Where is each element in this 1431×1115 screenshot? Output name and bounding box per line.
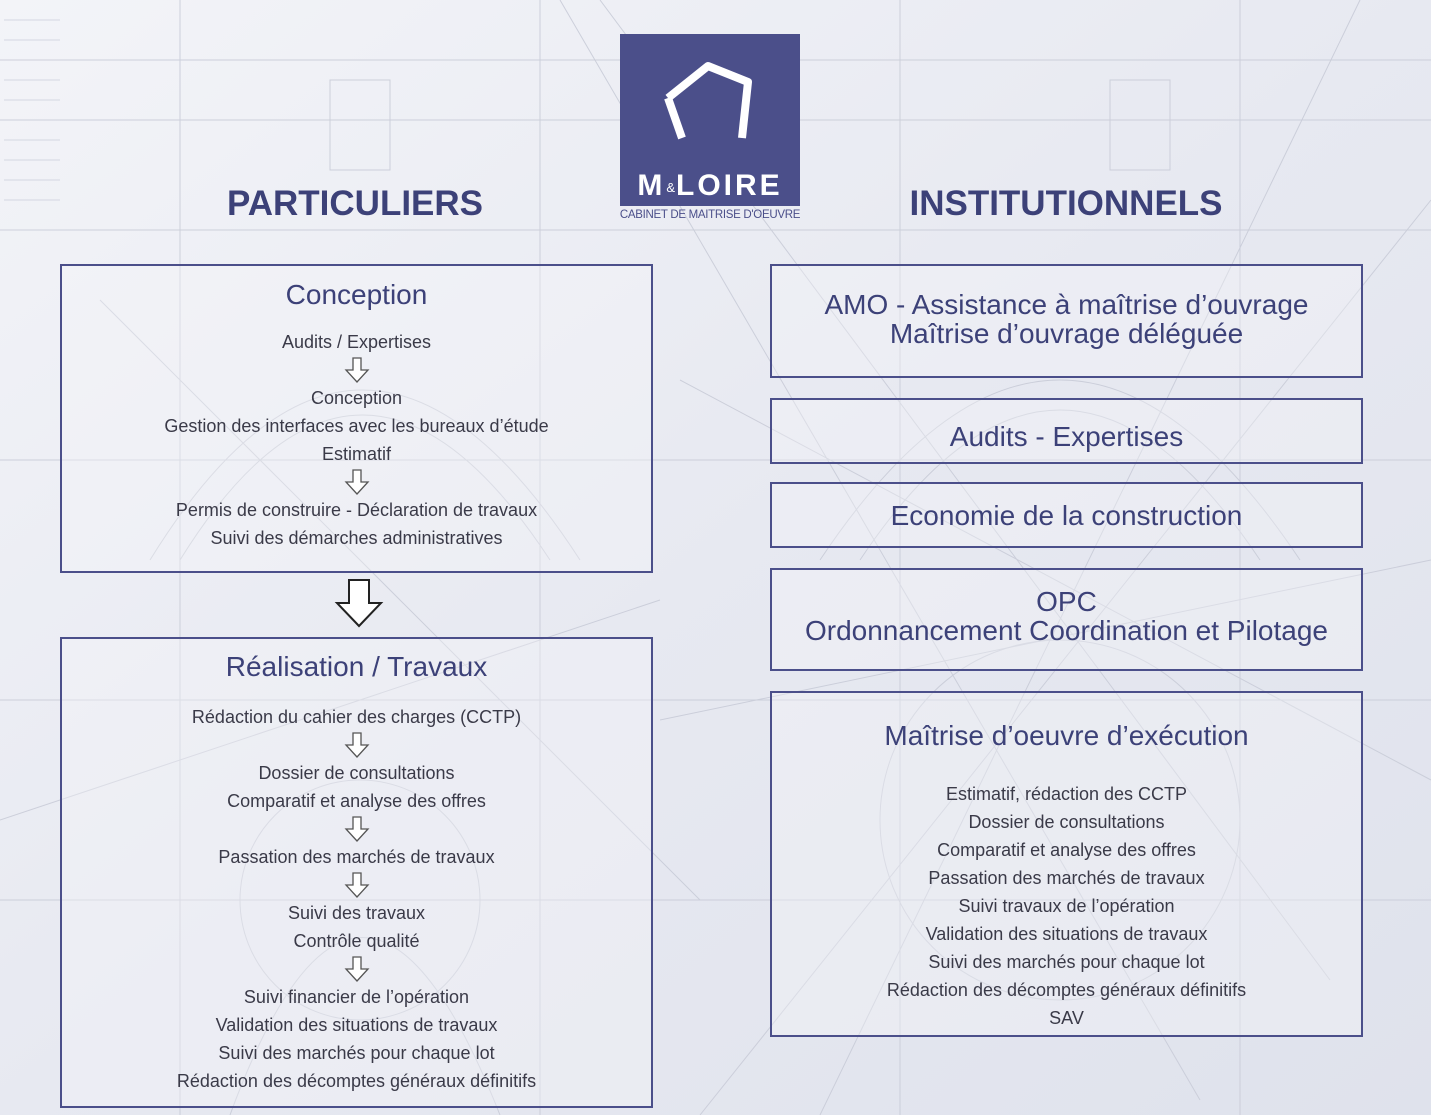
- step-arrow: [62, 871, 651, 899]
- step-item: Suivi financier de l’opération: [243, 987, 470, 1007]
- step-item: Suivi des marchés pour chaque lot: [218, 1043, 495, 1063]
- execution-item: Rédaction des décomptes généraux définitifs: [886, 980, 1247, 1000]
- step-arrow: [62, 356, 651, 384]
- step-item: Gestion des interfaces avec les bureaux d’étude: [164, 416, 549, 436]
- step-item: Audits / Expertises: [281, 332, 432, 352]
- step-arrow: [62, 731, 651, 759]
- realisation-title: Réalisation / Travaux: [225, 651, 488, 682]
- down-arrow-icon: [344, 732, 370, 758]
- logo-ampersand: &: [666, 180, 675, 195]
- execution-title: Maîtrise d’oeuvre d’exécution: [884, 720, 1249, 751]
- economie-title: Economie de la construction: [890, 500, 1243, 531]
- execution-items: [772, 780, 1361, 1032]
- down-arrow-icon: [344, 469, 370, 495]
- step-item: Suivi des démarches administratives: [210, 528, 503, 548]
- down-arrow-icon: [344, 816, 370, 842]
- economie-box: [770, 482, 1363, 548]
- logo-letters-loire: LOIRE: [676, 169, 783, 202]
- execution-item: Comparatif et analyse des offres: [937, 840, 1196, 860]
- big-down-arrow-icon: [333, 577, 385, 629]
- step-arrow: [62, 815, 651, 843]
- step-item: Rédaction des décomptes généraux définitifs: [176, 1071, 537, 1091]
- realisation-steps: [62, 703, 651, 1095]
- amo-line1: AMO - Assistance à maîtrise d’ouvrage: [824, 289, 1309, 320]
- opc-line2: Ordonnancement Coordination et Pilotage: [804, 615, 1328, 646]
- heading-particuliers: PARTICULIERS: [226, 184, 484, 223]
- amo-line2: Maîtrise d’ouvrage déléguée: [889, 318, 1244, 349]
- step-item: Dossier de consultations: [258, 763, 455, 783]
- execution-item: Estimatif, rédaction des CCTP: [945, 784, 1188, 804]
- audits-title: Audits - Expertises: [949, 421, 1184, 452]
- opc-line1: OPC: [1036, 586, 1097, 617]
- execution-box: [770, 691, 1363, 1037]
- realisation-box: [60, 637, 653, 1108]
- logo-subtitle: CABINET DE MAITRISE D'OEUVRE: [619, 209, 801, 221]
- brand-logo: [620, 34, 800, 206]
- step-item: Permis de construire - Déclaration de travaux: [175, 500, 538, 520]
- execution-item: Suivi des marchés pour chaque lot: [928, 952, 1205, 972]
- step-arrow: [62, 468, 651, 496]
- audits-box: [770, 398, 1363, 464]
- step-item: Suivi des travaux: [287, 903, 426, 923]
- execution-item: Passation des marchés de travaux: [928, 868, 1205, 888]
- amo-box: [770, 264, 1363, 378]
- execution-item: SAV: [1049, 1008, 1084, 1028]
- step-item: Estimatif: [321, 444, 391, 464]
- down-arrow-icon: [344, 357, 370, 383]
- conception-box: [60, 264, 653, 573]
- opc-box: [770, 568, 1363, 671]
- execution-item: Suivi travaux de l’opération: [958, 896, 1175, 916]
- step-arrow: [62, 955, 651, 983]
- logo-letter-m: M: [637, 169, 666, 202]
- heading-institutionnels: INSTITUTIONNELS: [909, 184, 1223, 223]
- logo-wordmark: [620, 168, 800, 206]
- conception-steps: [62, 328, 651, 552]
- step-item: Validation des situations de travaux: [215, 1015, 498, 1035]
- step-item: Rédaction du cahier des charges (CCTP): [191, 707, 522, 727]
- roof-pentagon-icon: [620, 34, 800, 168]
- conception-title: Conception: [285, 279, 428, 310]
- execution-item: Validation des situations de travaux: [925, 924, 1208, 944]
- execution-item: Dossier de consultations: [968, 812, 1165, 832]
- down-arrow-icon: [344, 956, 370, 982]
- down-arrow-icon: [344, 872, 370, 898]
- step-item: Comparatif et analyse des offres: [227, 791, 486, 811]
- step-item: Conception: [310, 388, 403, 408]
- step-item: Contrôle qualité: [293, 931, 420, 951]
- step-item: Passation des marchés de travaux: [218, 847, 495, 867]
